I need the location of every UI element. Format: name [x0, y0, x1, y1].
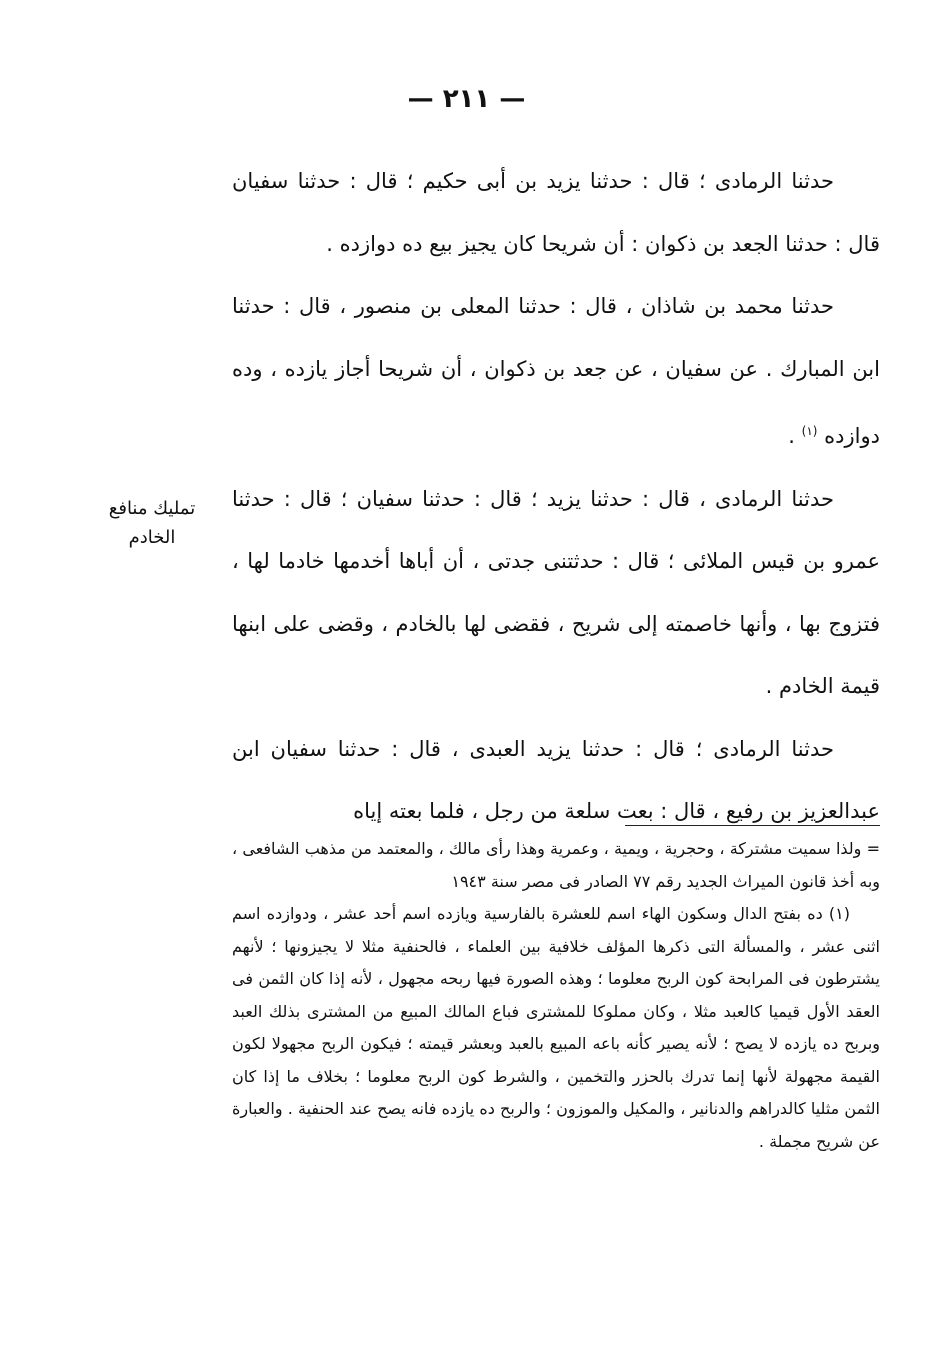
main-text [232, 150, 880, 843]
paragraph-4: حدثنا الرمادى ؛ قال : حدثنا يزيد العبدى ، قال : حدثنا سفيان ابن عبدالعزيز بن رفيع ، قال : بعت سلعة من رجل ، فلما بعته إياه [232, 736, 880, 823]
paragraph-2 [232, 275, 880, 468]
footnote-continuation: = ولذا سميت مشتركة ، وحجرية ، ويمية ، وعمرية وهذا رأى مالك ، والمعتمد من مذهب الشافعى ، وبه أخذ قانون الميراث الجديد رقم ٧٧ الصادر فى مصر سنة ١٩٤٣ [232, 839, 880, 891]
footnote-1: (١) ده بفتح الدال وسكون الهاء اسم للعشرة بالفارسية ويازده اسم أحد عشر ، ودوازده اسم اثنى عشر ، والمسألة التى ذكرها المؤلف خلافية بين العلماء ، فالحنفية مثلا لا يجيزونها ؛ لأنهم يشترطون فى المرابحة كون الربح معلوما ؛ وهذه الصورة فيها ربحه مجهول ، لأنه إذا كان الثمن فى العقد الأول قيميا كالعبد مثلا ، وكان مملوكا للمشترى فباع المالك المبيع من المشترى بذلك العبد وبربح ده يازده لا يصح ؛ لأنه يصير كأنه باعه المبيع بالعبد وبعشر قيمته ؛ فيكون الربح مجهولا لكون القيمة مجهولة لأنها إنما تدرك بالحزر والتخمين ، والشرط كون الربح معلوما ؛ بخلاف ما إذا كان الثمن مثليا كالدراهم والدنانير ، والمكيل والموزون ؛ والربح ده يازده فانه يصح عند الحنفية . والعبارة عن شريح مجملة . [232, 904, 880, 1151]
footnote-ref: (١) [801, 424, 818, 438]
footnote-ref-suffix: . [788, 424, 802, 448]
paragraph-2-text: حدثنا محمد بن شاذان ، قال : حدثنا المعلى بن منصور ، قال : حدثنا ابن المبارك . عن سفيان ، عن جعد بن ذكوان ، أن شريحا أجاز يازده ، وده دوازده [232, 294, 880, 448]
paragraph-1: حدثنا الرمادى ؛ قال : حدثنا يزيد بن أبى حكيم ؛ قال : حدثنا سفيان قال : حدثنا الجعد بن ذكوان : أن شريحا كان يجيز بيع ده دوازده . [232, 169, 880, 256]
paragraph-3: حدثنا الرمادى ، قال : حدثنا يزيد ؛ قال : حدثنا سفيان ؛ قال : حدثنا عمرو بن قيس الملائى ؛ قال : حدثتنى جدتى ، أن أباها أخدمها خادما لها ، فتزوج بها ، وأنها خاصمته إلى شريح ، فقضى لها بالخادم ، وقضى على ابنها قيمة الخادم . [232, 486, 880, 698]
footnotes [232, 833, 880, 1158]
page-number: — ٢١١ — [407, 84, 526, 114]
marginal-note: تمليك منافع الخادم [108, 498, 196, 548]
footnote-separator [625, 825, 880, 826]
